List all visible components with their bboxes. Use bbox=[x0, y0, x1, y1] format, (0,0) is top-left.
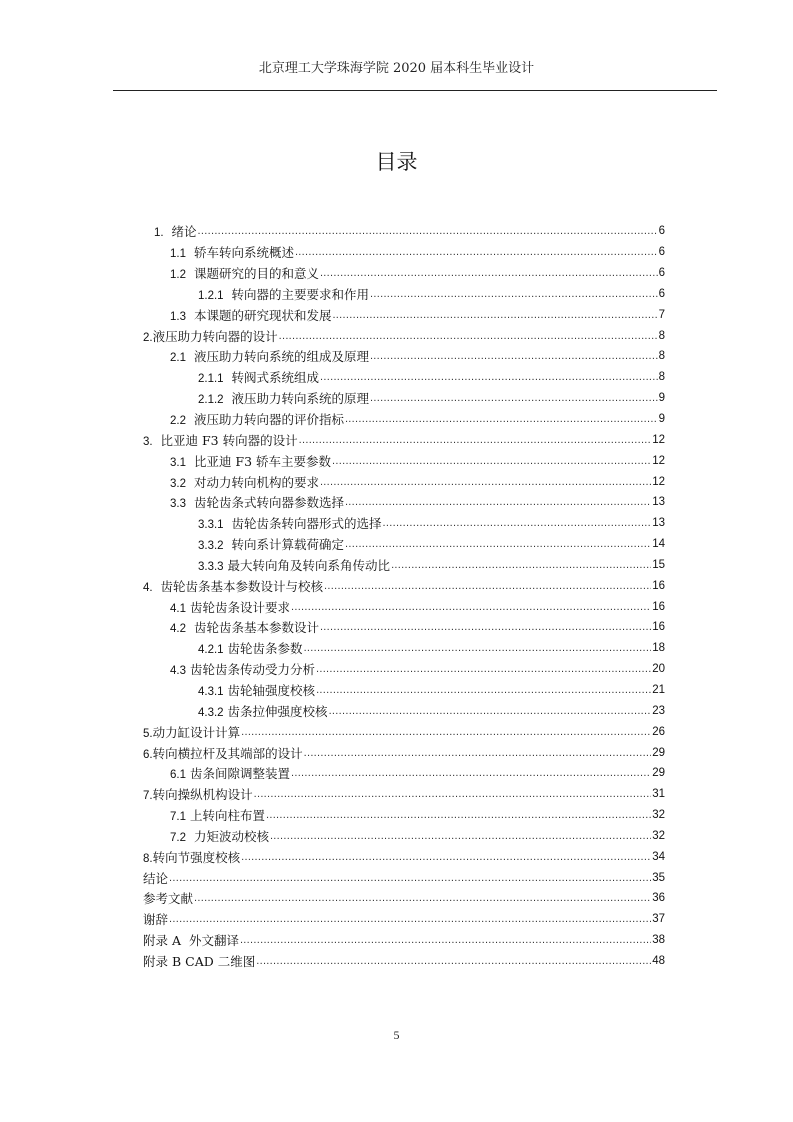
toc-entry-number: 1. bbox=[154, 227, 164, 240]
toc-entry-text: 结论 bbox=[143, 870, 169, 886]
page-number: 5 bbox=[393, 1028, 400, 1042]
toc-entry-label bbox=[143, 723, 240, 741]
toc-entry-number: 7.2 bbox=[170, 831, 186, 844]
toc-entry-text: 课题研究的目的和意义 bbox=[186, 266, 319, 282]
toc-entry-number: 4.1 bbox=[170, 602, 186, 615]
toc-entry[interactable] bbox=[143, 846, 665, 867]
toc-entry-text: 轿车转向系统概述 bbox=[186, 245, 294, 261]
toc-entry-text: 转向节强度校核 bbox=[152, 849, 241, 865]
toc-entry-number: 1.2 bbox=[170, 269, 186, 282]
toc-entry-label bbox=[170, 347, 369, 365]
toc-dot-leader bbox=[316, 663, 651, 675]
toc-entry[interactable] bbox=[143, 742, 665, 763]
toc-entry-label bbox=[198, 389, 369, 407]
toc-dot-leader bbox=[169, 913, 651, 925]
toc-entry[interactable] bbox=[143, 263, 665, 284]
toc-entry-text: 谢辞 bbox=[143, 912, 169, 928]
toc-entry-text: 齿轮齿条设计要求 bbox=[186, 599, 290, 615]
toc-entry-label bbox=[170, 618, 319, 636]
toc-entry[interactable] bbox=[143, 805, 665, 826]
toc-entry-label bbox=[170, 493, 344, 511]
toc-entry-text: 转向操纵机构设计 bbox=[152, 787, 253, 803]
toc-dot-leader bbox=[241, 851, 651, 863]
toc-entry-label bbox=[198, 285, 369, 303]
toc-entry-page: 35 bbox=[652, 871, 665, 884]
toc-entry-label bbox=[170, 806, 265, 824]
toc-entry-label bbox=[198, 556, 390, 574]
toc-entry-page: 8 bbox=[658, 371, 665, 384]
toc-entry[interactable] bbox=[143, 492, 665, 513]
toc-entry-text: 液压助力转向系统的原理 bbox=[223, 391, 370, 407]
toc-dot-leader bbox=[241, 726, 651, 738]
toc-entry-page: 20 bbox=[652, 663, 665, 676]
toc-entry[interactable] bbox=[143, 242, 665, 263]
toc-entry[interactable] bbox=[143, 888, 665, 909]
toc-entry[interactable] bbox=[143, 825, 665, 846]
toc-entry-page: 12 bbox=[652, 454, 665, 467]
toc-dot-leader bbox=[279, 330, 658, 342]
toc-entry-page: 32 bbox=[652, 829, 665, 842]
toc-dot-leader bbox=[345, 538, 651, 550]
toc-entry-text: 齿轮齿条式转向器参数选择 bbox=[186, 495, 344, 511]
toc-entry-page: 36 bbox=[652, 892, 665, 905]
toc-entry-number: 2.1 bbox=[170, 352, 186, 365]
toc-entry-number: 8. bbox=[143, 852, 153, 865]
toc-entry-label bbox=[143, 577, 323, 595]
toc-entry-text: 转向横拉杆及其端部的设计 bbox=[152, 745, 303, 761]
toc-entry[interactable] bbox=[143, 909, 665, 930]
toc-entry-number: 4.2 bbox=[170, 623, 186, 636]
toc-entry[interactable] bbox=[143, 221, 665, 242]
toc-entry-text: 齿轮齿条传动受力分析 bbox=[186, 662, 315, 678]
toc-entry-text: 本课题的研究现状和发展 bbox=[186, 307, 332, 323]
toc-entry-label bbox=[170, 264, 319, 282]
toc-entry-number: 1.3 bbox=[170, 310, 186, 323]
toc-entry-label bbox=[170, 452, 331, 470]
toc-entry-page: 16 bbox=[652, 621, 665, 634]
toc-entry-page: 7 bbox=[658, 308, 665, 321]
toc-dot-leader bbox=[304, 747, 652, 759]
toc-dot-leader bbox=[345, 496, 651, 508]
toc-dot-leader bbox=[254, 788, 652, 800]
toc-entry-number: 6.1 bbox=[170, 769, 186, 782]
toc-entry[interactable] bbox=[143, 304, 665, 325]
toc-entry-label bbox=[170, 473, 319, 491]
toc-entry[interactable] bbox=[143, 951, 665, 972]
toc-entry-number: 2. bbox=[143, 331, 153, 344]
toc-entry-page: 29 bbox=[652, 746, 665, 759]
toc-entry[interactable] bbox=[143, 596, 665, 617]
toc-entry[interactable] bbox=[143, 346, 665, 367]
toc-dot-leader bbox=[266, 809, 651, 821]
toc-entry-text: 齿轮轴强度校核 bbox=[223, 682, 316, 698]
toc-dot-leader bbox=[345, 413, 658, 425]
toc-entry-number: 3.2 bbox=[170, 477, 186, 490]
toc-dot-leader bbox=[291, 767, 651, 779]
toc-entry-page: 32 bbox=[652, 809, 665, 822]
toc-entry-label bbox=[143, 869, 168, 887]
toc-entry-number: 2.1.2 bbox=[198, 394, 224, 407]
toc-entry-text: 动力缸设计计算 bbox=[152, 724, 241, 740]
toc-entry-page: 23 bbox=[652, 704, 665, 717]
toc-entry-text: 齿条间隙调整装置 bbox=[186, 766, 290, 782]
toc-entry-label bbox=[143, 744, 303, 762]
toc-entry[interactable] bbox=[143, 513, 665, 534]
toc-entry-text: 转向系计算载荷确定 bbox=[223, 537, 345, 553]
toc-entry-page: 8 bbox=[658, 350, 665, 363]
toc-entry[interactable] bbox=[143, 555, 665, 576]
toc-entry-label bbox=[170, 764, 290, 782]
toc-entry[interactable] bbox=[143, 429, 665, 450]
toc-entry-label bbox=[154, 222, 197, 240]
toc-dot-leader bbox=[295, 246, 658, 258]
toc-dot-leader bbox=[240, 934, 651, 946]
toc-entry-text: 对动力转向机构的要求 bbox=[186, 474, 319, 490]
toc-dot-leader bbox=[383, 517, 652, 529]
toc-entry-text: 液压助力转向器的评价指标 bbox=[186, 412, 344, 428]
toc-entry[interactable] bbox=[143, 284, 665, 305]
toc-entry-number: 6. bbox=[143, 748, 153, 761]
toc-dot-leader bbox=[304, 642, 652, 654]
toc-entry-text: 附录 A 外文翻译 bbox=[143, 933, 239, 949]
toc-entry-text: 最大转向角及转向系角传动比 bbox=[223, 557, 391, 573]
toc-dot-leader bbox=[291, 601, 651, 613]
toc-entry-label bbox=[198, 514, 382, 532]
toc-dot-leader bbox=[320, 476, 651, 488]
toc-entry[interactable] bbox=[143, 471, 665, 492]
toc-dot-leader bbox=[194, 892, 651, 904]
toc-dot-leader bbox=[370, 350, 658, 362]
toc-entry[interactable] bbox=[143, 638, 665, 659]
toc-entry-label bbox=[170, 660, 315, 678]
toc-entry-text: 附录 B CAD 二维图 bbox=[143, 953, 256, 969]
toc-entry-label bbox=[198, 681, 315, 699]
toc-entry-number: 3.3.3 bbox=[198, 560, 224, 573]
toc-entry-number: 3.3.1 bbox=[198, 519, 224, 532]
toc-entry-text: 绪论 bbox=[163, 224, 197, 240]
toc-dot-leader bbox=[256, 955, 651, 967]
toc-entry-page: 8 bbox=[658, 329, 665, 342]
toc-entry[interactable] bbox=[143, 784, 665, 805]
toc-entry-page: 13 bbox=[652, 517, 665, 530]
toc-entry-text: 力矩波动校核 bbox=[186, 828, 269, 844]
page-header: 北京理工大学珠海学院 2020 届本科生毕业设计 bbox=[258, 61, 535, 76]
toc-entry-text: 比亚迪 F3 轿车主要参数 bbox=[186, 453, 332, 469]
toc-entry[interactable] bbox=[143, 575, 665, 596]
toc-entry-page: 6 bbox=[658, 246, 665, 259]
toc-entry-page: 21 bbox=[652, 683, 665, 696]
toc-entry-number: 3. bbox=[143, 435, 153, 448]
toc-entry-label bbox=[198, 368, 319, 386]
toc-dot-leader bbox=[329, 705, 652, 717]
toc-entry-page: 13 bbox=[652, 496, 665, 509]
toc-entry-number: 1.2.1 bbox=[198, 289, 224, 302]
toc-entry-text: 齿轮齿条基本参数设计 bbox=[186, 620, 319, 636]
toc-title: 目录 bbox=[375, 150, 418, 174]
toc-entry-page: 16 bbox=[652, 600, 665, 613]
toc-entry-label bbox=[170, 306, 331, 324]
toc-entry-label bbox=[143, 910, 168, 928]
toc-entry-page: 15 bbox=[652, 558, 665, 571]
toc-dot-leader bbox=[198, 225, 658, 237]
toc-entry-page: 6 bbox=[658, 267, 665, 280]
toc-entry-page: 37 bbox=[652, 913, 665, 926]
toc-entry-page: 12 bbox=[652, 475, 665, 488]
toc-entry-text: 齿轮齿条转向器形式的选择 bbox=[223, 516, 382, 532]
toc-entry-number: 2.1.1 bbox=[198, 373, 224, 386]
toc-dot-leader bbox=[299, 434, 652, 446]
toc-entry-page: 48 bbox=[652, 954, 665, 967]
toc-entry-label bbox=[198, 535, 344, 553]
toc-entry-label bbox=[143, 848, 240, 866]
toc-entry-page: 38 bbox=[652, 934, 665, 947]
toc-entry-page: 16 bbox=[652, 579, 665, 592]
toc-entry[interactable] bbox=[143, 680, 665, 701]
toc-entry[interactable] bbox=[143, 700, 665, 721]
toc-entry-page: 18 bbox=[652, 642, 665, 655]
toc-entry-number: 2.2 bbox=[170, 415, 186, 428]
toc-dot-leader bbox=[370, 392, 658, 404]
toc-dot-leader bbox=[169, 872, 651, 884]
toc-entry-text: 齿条拉伸强度校核 bbox=[223, 703, 328, 719]
toc-entry-page: 12 bbox=[652, 433, 665, 446]
toc-entry-text: 上转向柱布置 bbox=[186, 808, 265, 824]
toc-entry-label bbox=[170, 827, 269, 845]
toc-dot-leader bbox=[320, 371, 658, 383]
toc-entry[interactable] bbox=[143, 409, 665, 430]
toc-entry-number: 3.3 bbox=[170, 498, 186, 511]
toc-entry-text: 齿轮齿条基本参数设计与校核 bbox=[152, 578, 324, 594]
toc-entry-label bbox=[143, 785, 253, 803]
toc-entry[interactable] bbox=[143, 325, 665, 346]
toc-entry-number: 4.3.2 bbox=[198, 706, 224, 719]
toc-entry-label bbox=[143, 431, 298, 449]
toc-entry[interactable] bbox=[143, 367, 665, 388]
toc-entry-label bbox=[170, 243, 294, 261]
toc-dot-leader bbox=[391, 559, 651, 571]
toc-entry[interactable] bbox=[143, 388, 665, 409]
toc-dot-leader bbox=[320, 621, 651, 633]
toc-entry[interactable] bbox=[143, 450, 665, 471]
toc-dot-leader bbox=[320, 267, 658, 279]
toc-entry-label bbox=[170, 598, 290, 616]
toc-entry-text: 液压助力转向系统的组成及原理 bbox=[186, 349, 369, 365]
toc-entry-page: 6 bbox=[658, 287, 665, 300]
toc-entry-label bbox=[143, 931, 239, 949]
toc-entry-label bbox=[143, 952, 255, 970]
toc-entry-text: 液压助力转向器的设计 bbox=[152, 328, 278, 344]
toc-dot-leader bbox=[270, 830, 651, 842]
toc-entry-number: 4.3 bbox=[170, 665, 186, 678]
toc-entry-number: 3.1 bbox=[170, 456, 186, 469]
toc-entry-text: 转阀式系统组成 bbox=[223, 370, 320, 386]
toc-entry-page: 6 bbox=[658, 225, 665, 238]
toc-entry-page: 29 bbox=[652, 767, 665, 780]
toc-entry-label bbox=[170, 410, 344, 428]
toc-entry[interactable] bbox=[143, 617, 665, 638]
toc-entry-number: 1.1 bbox=[170, 248, 186, 261]
toc-entry[interactable] bbox=[143, 659, 665, 680]
toc-entry[interactable] bbox=[143, 721, 665, 742]
toc-entry-number: 4.3.1 bbox=[198, 685, 224, 698]
toc-entry[interactable] bbox=[143, 867, 665, 888]
toc-entry-text: 参考文献 bbox=[143, 891, 194, 907]
toc-dot-leader bbox=[324, 580, 651, 592]
toc-entry-text: 转向器的主要要求和作用 bbox=[223, 286, 370, 302]
toc-dot-leader bbox=[332, 309, 657, 321]
toc-entry-page: 26 bbox=[652, 725, 665, 738]
toc-entry-text: 比亚迪 F3 转向器的设计 bbox=[152, 432, 298, 448]
toc-entry-label bbox=[198, 639, 303, 657]
toc-entry-number: 7. bbox=[143, 790, 153, 803]
toc-entry-number: 3.3.2 bbox=[198, 540, 224, 553]
toc-entry-label bbox=[198, 702, 328, 720]
toc-entry-text: 齿轮齿条参数 bbox=[223, 641, 303, 657]
toc-entry[interactable] bbox=[143, 534, 665, 555]
toc-entry-page: 14 bbox=[652, 538, 665, 551]
toc-entry-number: 4. bbox=[143, 581, 153, 594]
toc-entry-label bbox=[143, 327, 278, 345]
toc-entry-page: 31 bbox=[652, 788, 665, 801]
toc-entry-number: 5. bbox=[143, 727, 153, 740]
toc-entry-page: 34 bbox=[652, 850, 665, 863]
toc-entry-page: 9 bbox=[658, 392, 665, 405]
toc-entry[interactable] bbox=[143, 763, 665, 784]
toc-entry-label bbox=[143, 889, 193, 907]
toc-dot-leader bbox=[370, 288, 658, 300]
toc-dot-leader bbox=[316, 684, 651, 696]
toc-entry-number: 7.1 bbox=[170, 811, 186, 824]
toc-entry-page: 9 bbox=[658, 413, 665, 426]
toc-entry[interactable] bbox=[143, 930, 665, 951]
toc-dot-leader bbox=[332, 455, 651, 467]
header-divider bbox=[113, 90, 717, 91]
table-of-contents bbox=[143, 221, 665, 971]
toc-entry-number: 4.2.1 bbox=[198, 644, 224, 657]
